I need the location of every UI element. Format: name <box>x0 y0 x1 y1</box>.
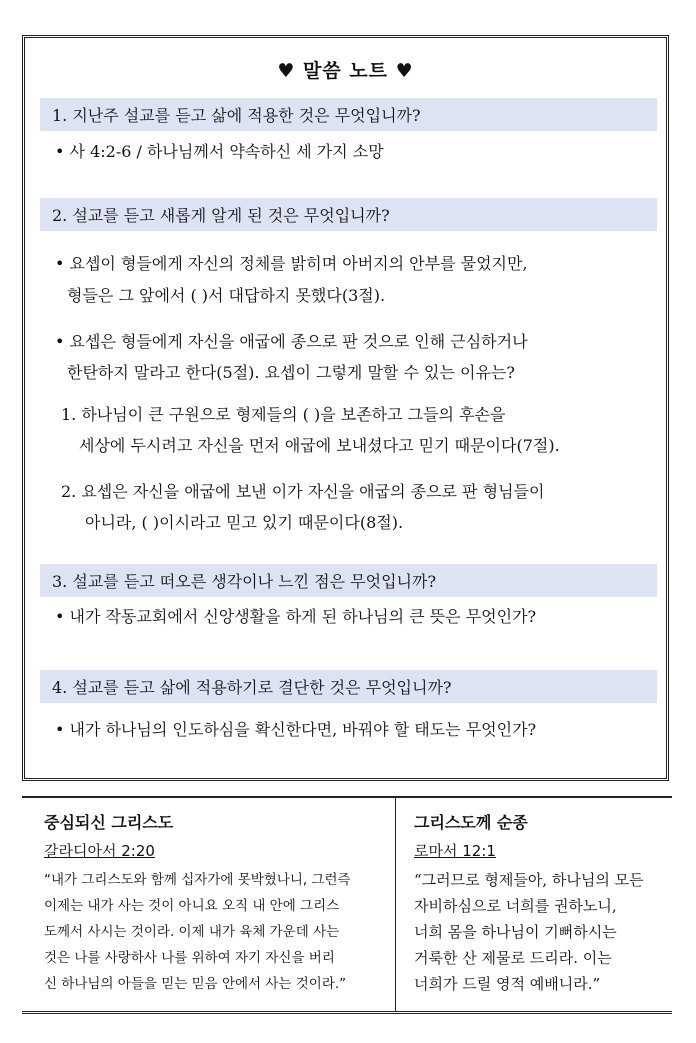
left-verse-line: 신 하나님의 아들을 믿는 믿음 안에서 사는 것이라.” <box>44 976 347 992</box>
bottom-divider <box>22 1011 672 1017</box>
answer-4: • 내가 하나님의 인도하심을 확신한다면, 바꿔야 할 태도는 무엇인가? <box>55 720 537 739</box>
question-4-bar <box>40 670 657 703</box>
question-2-bar <box>40 198 657 231</box>
left-verse-line: 도께서 사시는 것이라. 이제 내가 육체 가운데 사는 <box>44 924 340 940</box>
bullet-1-line-1: • 요셉이 형들에게 자신의 정체를 밝히며 아버지의 안부를 물었지만, <box>55 254 528 273</box>
item-2-line-1: 2. 요셉은 자신을 애굽에 보낸 이가 자신을 애굽의 종으로 판 형님들이 <box>61 482 545 501</box>
bullet-2-line-1: • 요셉은 형들에게 자신을 애굽에 종으로 판 것으로 인해 근심하거나 <box>55 332 528 351</box>
question-2: 2. 설교를 듣고 새롭게 알게 된 것은 무엇입니까? <box>52 206 390 225</box>
right-verse-line: 너희가 드릴 영적 예배니라.” <box>414 975 601 993</box>
item-1-line-2: 세상에 두시려고 자신을 먼저 애굽에 보내셨다고 믿기 때문이다(7절). <box>79 436 560 455</box>
question-3: 3. 설교를 듣고 떠오른 생각이나 느낀 점은 무엇입니까? <box>52 572 437 591</box>
note-title: ♥ 말씀 노트 ♥ <box>277 60 414 82</box>
answer-1: • 사 4:2-6 / 하나님께서 약속하신 세 가지 소망 <box>55 142 384 161</box>
left-verse-line: 이제는 내가 사는 것이 아니요 오직 내 안에 그리스 <box>44 898 340 914</box>
right-verse-line: 너희 몸을 하나님이 기뻐하시는 <box>414 923 617 941</box>
right-verse-reference: 로마서 12:1 <box>414 842 496 860</box>
item-1-line-1: 1. 하나님이 큰 구원으로 형제들의 ( )을 보존하고 그들의 후손을 <box>61 405 506 424</box>
column-divider <box>395 796 396 1011</box>
top-divider <box>22 796 672 798</box>
right-verse-title: 그리스도께 순종 <box>414 813 528 832</box>
left-verse-line: “내가 그리스도와 함께 십자가에 못박혔나니, 그런즉 <box>44 872 351 888</box>
left-verse-title: 중심되신 그리스도 <box>44 813 174 832</box>
bullet-1-line-2: 형들은 그 앞에서 ( )서 대답하지 못했다(3절). <box>67 286 386 305</box>
answer-3: • 내가 작동교회에서 신앙생활을 하게 된 하나님의 큰 뜻은 무엇인가? <box>55 607 537 626</box>
sermon-note-box <box>22 35 669 781</box>
question-1-bar <box>40 98 657 131</box>
scripture-section <box>22 796 672 1011</box>
item-2-line-2: 아니라, ( )이시라고 믿고 있기 때문이다(8절). <box>85 513 404 532</box>
question-1: 1. 지난주 설교를 듣고 삶에 적용한 것은 무엇입니까? <box>52 106 421 125</box>
bullet-2-line-2: 한탄하지 말라고 한다(5절). 요셉이 그렇게 말할 수 있는 이유는? <box>67 363 515 382</box>
left-verse-reference: 갈라디아서 2:20 <box>44 842 155 860</box>
question-4: 4. 설교를 듣고 삶에 적용하기로 결단한 것은 무엇입니까? <box>52 678 452 697</box>
right-verse-text <box>414 867 644 997</box>
right-verse-line: “그러므로 형제들아, 하나님의 모든 <box>414 871 644 889</box>
right-verse-line: 거룩한 산 제물로 드리라. 이는 <box>414 949 612 967</box>
left-verse-line: 것은 나를 사랑하사 나를 위하여 자기 자신을 버리 <box>44 950 335 966</box>
right-verse-line: 자비하심으로 너희를 권하노니, <box>414 897 617 915</box>
question-3-bar <box>40 564 657 597</box>
left-verse-text <box>44 867 351 997</box>
